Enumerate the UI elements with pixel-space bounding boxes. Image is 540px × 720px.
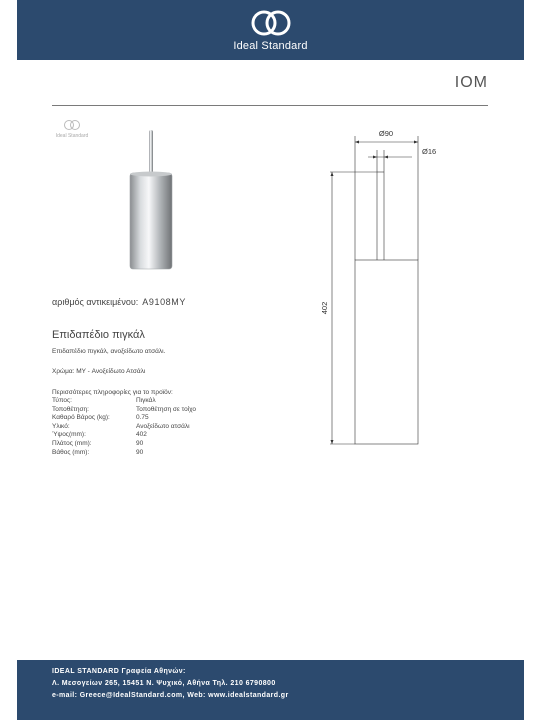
header-banner (17, 0, 524, 60)
product-color: Χρώμα: MY - Ανοξείδωτο Ατσάλι (52, 368, 146, 375)
spec-key: Πλάτος (mm): (52, 439, 92, 447)
series-name: IOM (454, 74, 488, 91)
product-code: A9108MY (142, 297, 186, 307)
spec-key: Υλικό: (52, 422, 70, 430)
spec-row (52, 449, 252, 458)
footer-banner (17, 660, 524, 720)
spec-value: 0.75 (136, 414, 149, 422)
spec-row (52, 431, 252, 440)
product-title: Επιδαπέδιο πιγκάλ (52, 329, 145, 341)
ideal-standard-logo-icon (251, 9, 291, 37)
height-dimension-label: 402 (320, 301, 329, 315)
spec-key: Καθαρό Βάρος (kg): (52, 414, 110, 422)
spec-row (52, 406, 252, 415)
spec-row (52, 414, 252, 423)
footer-office: IDEAL STANDARD Γραφεία Αθηνών: (52, 668, 186, 675)
spec-key: Τύπος: (52, 397, 72, 404)
spec-row (52, 423, 252, 432)
spec-table (52, 397, 252, 457)
brand-name: Ideal Standard (233, 40, 308, 52)
small-logo (52, 118, 92, 140)
small-logo-text: Ideal Standard (55, 133, 89, 139)
spec-row (52, 440, 252, 449)
spec-row (52, 397, 252, 406)
divider (52, 105, 488, 106)
product-description: Επιδαπέδιο πιγκάλ, ανοξείδωτο ατσάλι. (52, 348, 166, 355)
handle-dimension-label: Ø16 (422, 147, 437, 156)
spec-value: Ανοξείδωτο ατσάλι (136, 422, 190, 430)
ideal-standard-logo-icon (65, 121, 80, 130)
spec-value: 402 (136, 431, 147, 439)
product-code-label: αριθμός αντικειμένου: (52, 297, 139, 307)
footer-address: Λ. Μεσογείων 265, 15451 Ν. Ψυχικό, Αθήνα Τηλ. 210 6790800 (52, 680, 276, 687)
product-photo (120, 125, 190, 275)
body-outline (355, 260, 418, 444)
more-info-heading: Περισσότερες πληροφορίες για το προϊόν: (52, 389, 173, 396)
spec-value: 90 (136, 439, 144, 447)
product-code-line (52, 297, 186, 307)
footer-contact: e-mail: Greece@IdealStandard.com, Web: www.idealstandard.gr (52, 692, 289, 699)
technical-drawing (316, 124, 446, 454)
spec-key: Ύψος(mm): (52, 431, 86, 439)
spec-value: 90 (136, 448, 144, 456)
spec-key: Τοποθέτηση: (52, 405, 89, 413)
spec-key: Βάθος (mm): (52, 448, 90, 456)
width-dimension-label: Ø90 (378, 129, 394, 138)
spec-value: Πιγκάλ (136, 397, 156, 404)
spec-value: Τοποθέτηση σε τοίχο (136, 405, 197, 413)
